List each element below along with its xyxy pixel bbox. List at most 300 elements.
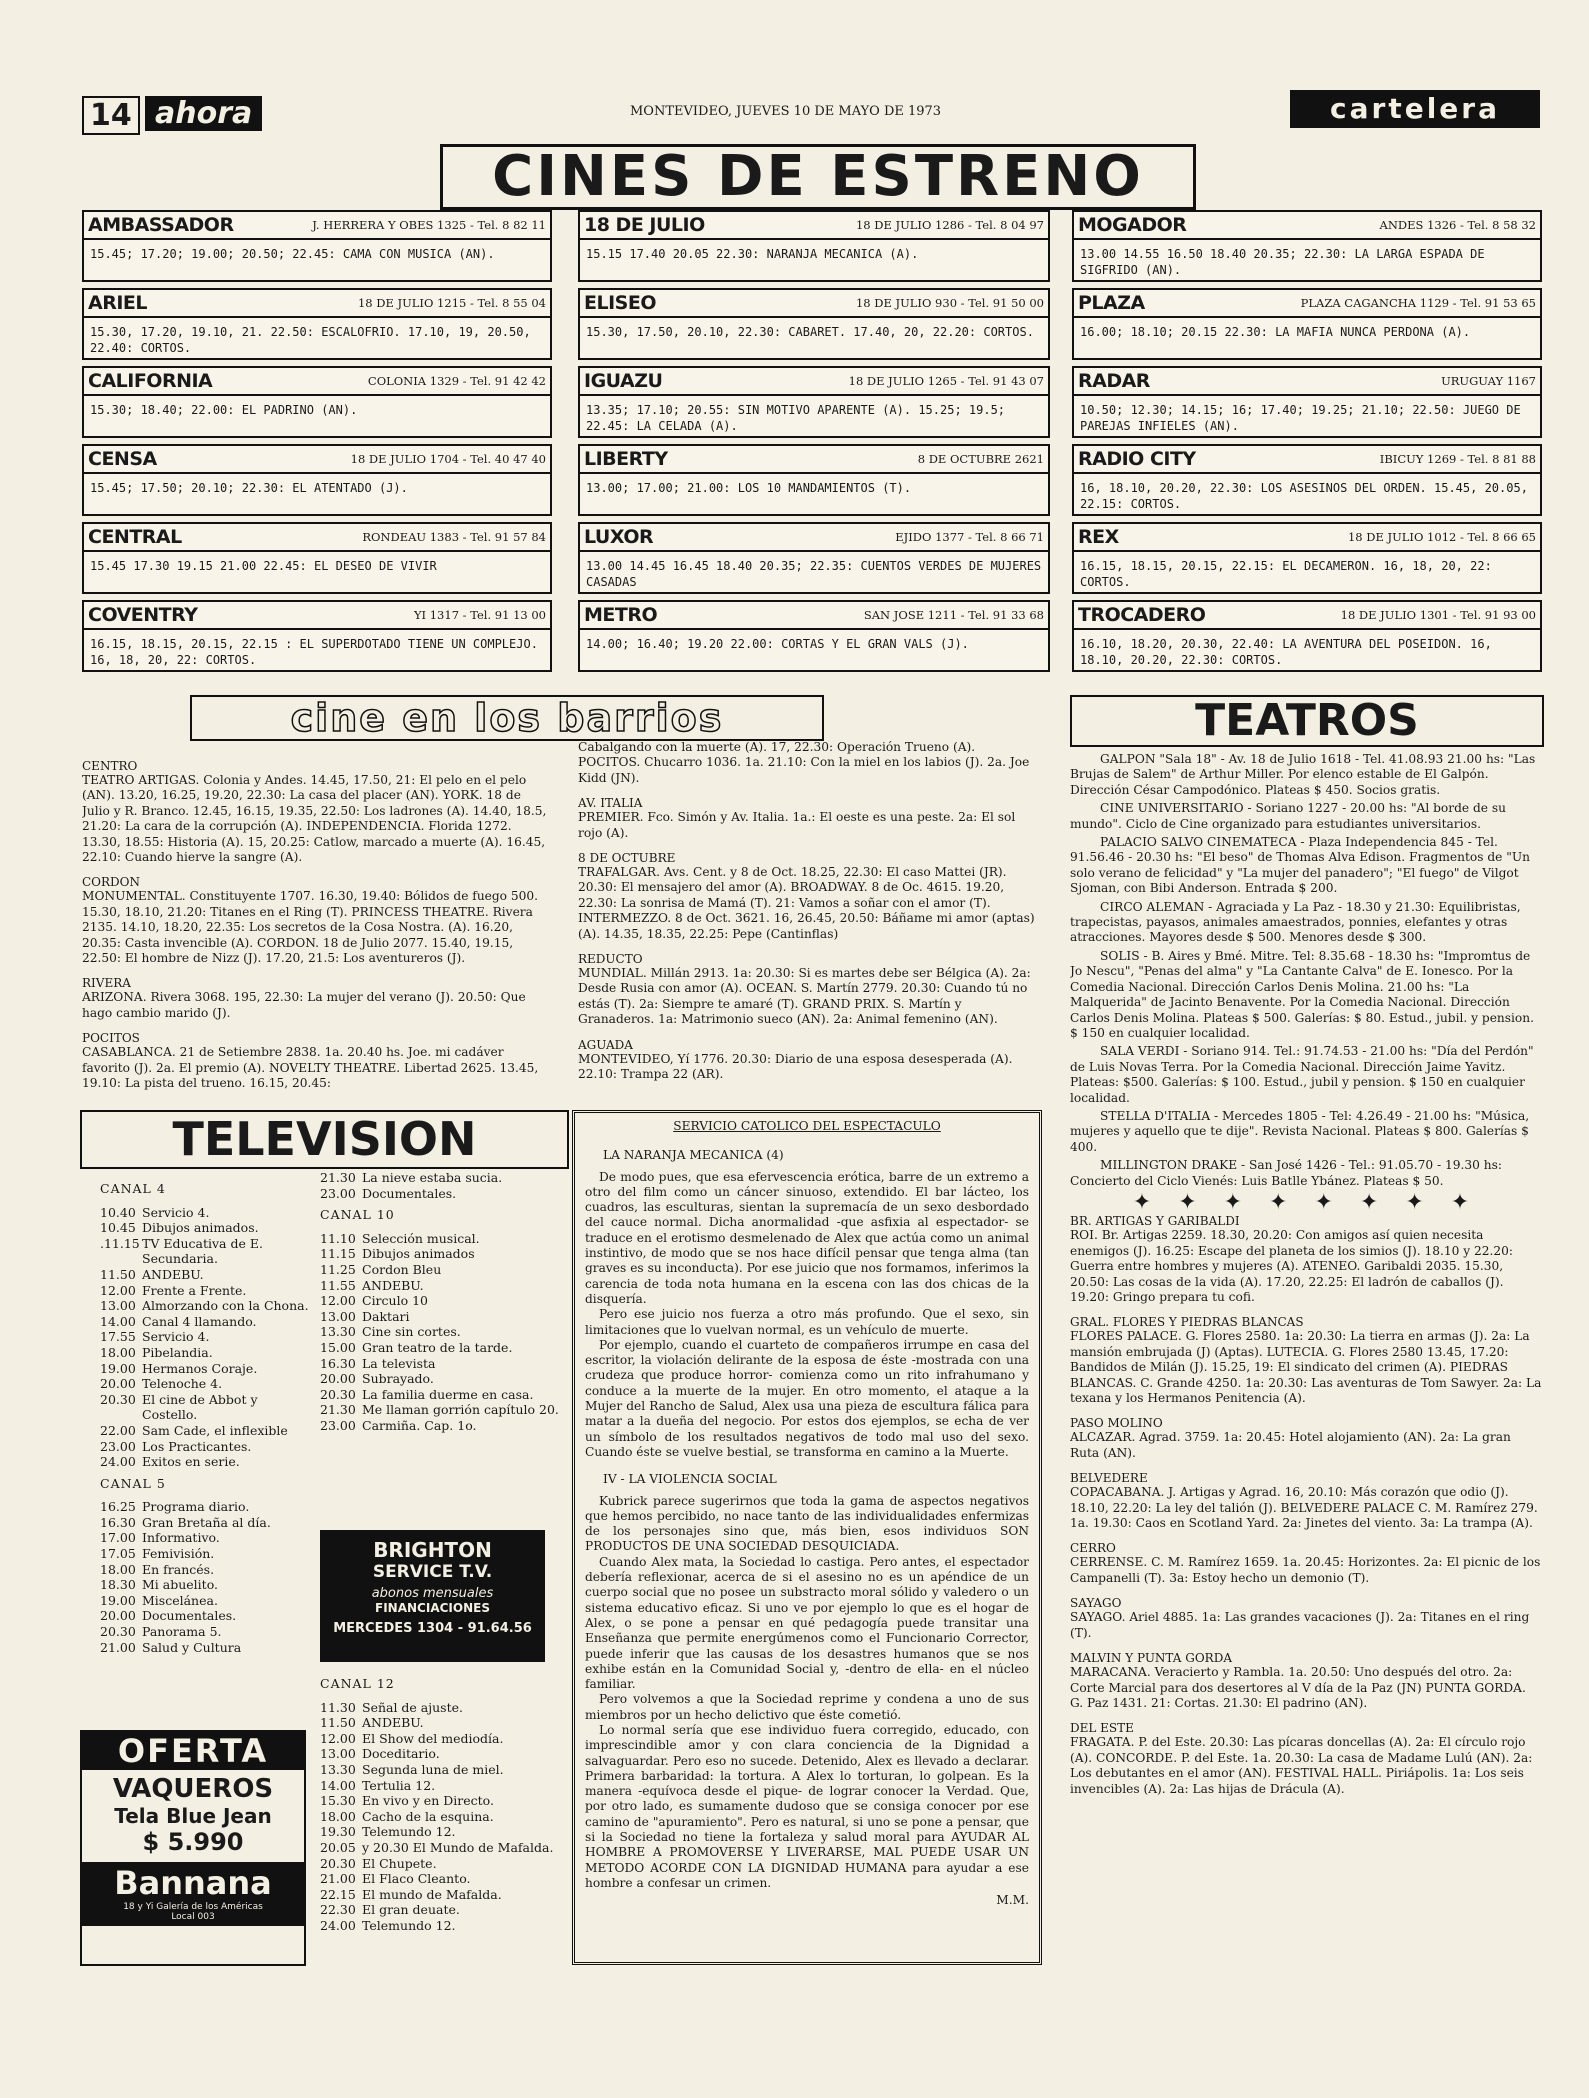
cinema-showtimes: 15.30, 17.50, 20.10, 22.30: CABARET. 17.40, 20, 22.20: CORTOS. xyxy=(586,325,1034,339)
tv-program-title: Hermanos Coraje. xyxy=(142,1360,258,1376)
cinema-box xyxy=(82,444,552,516)
stars-divider: ✦ ✦ ✦ ✦ ✦ ✦ ✦ ✦ xyxy=(1132,1189,1480,1215)
cinema-showtimes: 15.30; 18.40; 22.00: EL PADRINO (AN). xyxy=(90,403,358,417)
tv-program-row xyxy=(320,1186,565,1202)
teatro-listing: MILLINGTON DRAKE - San José 1426 - Tel.: 91.05.70 - 19.30 hs: Concierto del Ciclo Vienés: Luis Batlle Ybánez. Plateas $ 50. xyxy=(1070,1158,1503,1188)
tv-program-time: 12.00 xyxy=(100,1282,136,1298)
tv-channel-heading: CANAL 4 xyxy=(100,1181,166,1196)
cinema-showtimes: 13.00 14.55 16.50 18.40 20.35; 22.30: LA LARGA ESPADA DE SIGFRIDO (AN). xyxy=(1080,247,1485,277)
tv-program-title: Doceditario. xyxy=(362,1746,440,1762)
bannana-address: 18 y Yi Galería de los Américas xyxy=(123,1902,263,1912)
tv-program-time: 11.25 xyxy=(320,1261,356,1277)
tv-program-row xyxy=(100,1577,315,1593)
tv-program-time: 20.00 xyxy=(100,1376,136,1392)
tv-program-row xyxy=(320,1715,565,1731)
tv-program-row xyxy=(100,1376,315,1392)
television-title: TELEVISION xyxy=(80,1110,569,1169)
teatro-listing: STELLA D'ITALIA - Mercedes 1805 - Tel: 4.26.49 - 21.00 hs: "Música, mujeres y aquello que te dije". Revista Nacional. Plateas $ 800. Galerías $ 400. xyxy=(1070,1108,1530,1154)
tv-program-row xyxy=(320,1324,565,1340)
tv-program-title: Selección musical. xyxy=(362,1230,480,1246)
tv-program-row xyxy=(320,1824,565,1840)
cinema-name: CALIFORNIA xyxy=(88,370,213,392)
tv-program-title: Servicio 4. xyxy=(142,1329,210,1345)
oferta-banner: OFERTA xyxy=(82,1732,304,1770)
tv-program-row xyxy=(100,1593,315,1609)
cinema-header xyxy=(84,290,550,318)
cinema-box xyxy=(82,288,552,360)
tv-program-time: 22.30 xyxy=(320,1902,356,1918)
tv-program-title: Documentales. xyxy=(142,1608,237,1624)
tv-program-row xyxy=(100,1439,315,1455)
barrio-listing: FLORES PALACE. G. Flores 2580. 1a: 20.30: La tierra en armas (J). 2a: La mansión embrujada (J) (Aptas). LUTECIA. G. Flores 2580 13.45, 17.20: Bandidos de Milán (J). 15.25, 19: El sindicato del crimen (A). PIEDRAS BLANCAS. C. Grande 4250. 1a: 20.30: Las aventuras de Tom Sawyer. 2a: La texana y los Hermanos Penitencia (A). xyxy=(1070,1329,1542,1406)
barrios-column-3 xyxy=(1070,1214,1542,1797)
tv-program-time: 13.00 xyxy=(100,1298,136,1314)
catolico-paragraph: Pero volvemos a que la Sociedad reprime y condena a uno de sus miembros por un hecho delictivo que éste cometió. xyxy=(585,1692,1029,1722)
dateline: MONTEVIDEO, JUEVES 10 DE MAYO DE 1973 xyxy=(630,104,942,119)
tv-program-title: Telemundo 12. xyxy=(362,1917,456,1933)
tv-program-title: Documentales. xyxy=(362,1185,457,1201)
tv-program-row xyxy=(100,1530,315,1546)
newspaper-logo: ahora xyxy=(145,96,262,131)
catolico-paragraph: Pero ese juicio nos fuerza a otro más profundo. Que el sexo, sin limitaciones que lo vuelvan normal, es un vehículo de muerte. xyxy=(585,1307,1029,1337)
tv-program-time: 20.05 xyxy=(320,1839,356,1855)
tv-program-time: 11.15 xyxy=(320,1246,356,1262)
tv-schedule-right-top xyxy=(320,1170,565,1510)
tv-program-title: Servicio 4. xyxy=(142,1204,210,1220)
tv-program-row xyxy=(100,1608,315,1624)
cinema-header xyxy=(580,290,1048,318)
tv-program-time: .11.15 xyxy=(100,1235,140,1251)
cinema-box xyxy=(1072,600,1542,672)
barrio-zone: 8 DE OCTUBRE xyxy=(578,851,676,866)
cinema-box xyxy=(82,522,552,594)
cinema-header xyxy=(580,446,1048,474)
tv-program-row xyxy=(100,1499,315,1515)
tv-program-row xyxy=(320,1387,565,1403)
tv-program-row xyxy=(100,1267,315,1283)
cinema-address: IBICUY 1269 - Tel. 8 81 88 xyxy=(1379,452,1536,466)
barrios-column-1 xyxy=(82,755,547,1100)
cinema-box xyxy=(82,600,552,672)
tv-program-title: Sam Cade, el inflexible xyxy=(142,1422,288,1438)
tv-program-title: y 20.30 El Mundo de Mafalda. xyxy=(362,1839,554,1855)
cinema-name: COVENTRY xyxy=(88,604,198,626)
cinema-box xyxy=(1072,288,1542,360)
tv-program-title: Mi abuelito. xyxy=(142,1577,218,1593)
barrio-zone: REDUCTO xyxy=(578,952,643,967)
tv-program-row xyxy=(100,1314,315,1330)
cinema-name: PLAZA xyxy=(1078,292,1145,314)
oferta-price: $ 5.990 xyxy=(142,1828,244,1856)
catolico-title: SERVICIO CATOLICO DEL ESPECTACULO xyxy=(673,1119,941,1133)
tv-program-title: Me llaman gorrión capítulo 20. xyxy=(362,1402,559,1418)
barrio-zone: BR. ARTIGAS Y GARIBALDI xyxy=(1070,1214,1240,1229)
barrio-zone: BELVEDERE xyxy=(1070,1471,1148,1486)
bannana-block xyxy=(82,1862,304,1926)
tv-program-time: 24.00 xyxy=(100,1454,136,1470)
cinema-header xyxy=(580,524,1048,552)
tv-program-time: 23.00 xyxy=(320,1185,356,1201)
tv-channel-heading: CANAL 5 xyxy=(100,1475,166,1491)
tv-program-time: 22.15 xyxy=(320,1886,356,1902)
tv-program-time: 12.00 xyxy=(320,1730,356,1746)
cinema-header xyxy=(1074,212,1540,240)
tv-program-row xyxy=(100,1361,315,1377)
tv-program-title: Dibujos animados xyxy=(362,1246,475,1262)
cinema-showtimes: 16.15, 18.15, 20.15, 22.15: EL DECAMERON. 16, 18, 20, 22: CORTOS. xyxy=(1080,559,1492,589)
tv-program-time: 16.30 xyxy=(100,1514,136,1530)
tv-program-time: 19.00 xyxy=(100,1360,136,1376)
cinema-showtimes: 16, 18.10, 20.20, 22.30: LOS ASESINOS DEL ORDEN. 15.45, 20.05, 22.15: CORTOS. xyxy=(1080,481,1528,511)
barrio-zone: RIVERA xyxy=(82,976,131,991)
teatro-listing: SOLIS - B. Aires y Bmé. Mitre. Tel: 8.35.68 - 18.30 hs: "Impromtus de Jo Nescu", "Penas del alma" y "La Cantante Calva" de E. Ionesco. Por la Comedia Nacional. Dirección Carlos Denis Molina. 21.00 hs: "La Malquerida" de Jacinto Benavente. Por la Comedia Nacional. Dirección Carlos Denis Molina. Plateas $ 500. Galerías: $ 80. Estud., jubil. y pension. $ 150 en cualquier localidad. xyxy=(1070,948,1534,1040)
tv-program-time: 17.55 xyxy=(100,1329,136,1345)
tv-program-title: El gran deuate. xyxy=(362,1902,460,1918)
section-banner: cartelera xyxy=(1290,90,1540,128)
teatros-title: TEATROS xyxy=(1070,695,1544,747)
tv-program-row xyxy=(100,1454,315,1470)
tv-program-time: 10.40 xyxy=(100,1204,136,1220)
tv-program-time: 16.25 xyxy=(100,1499,136,1515)
cinema-header xyxy=(580,368,1048,396)
barrio-listing: ARIZONA. Rivera 3068. 195, 22.30: La mujer del verano (J). 20.50: Que hago cambio marido (J). xyxy=(82,990,526,1020)
tv-program-time: 11.55 xyxy=(320,1277,356,1293)
oferta-tela: Tela Blue Jean xyxy=(114,1804,272,1828)
cinema-address: 18 DE JULIO 1265 - Tel. 91 43 07 xyxy=(848,374,1044,388)
barrio-zone: AV. ITALIA xyxy=(578,796,643,811)
cinema-showtimes: 15.15 17.40 20.05 22.30: NARANJA MECANICA (A). xyxy=(586,247,919,261)
tv-program-time: 21.30 xyxy=(320,1170,356,1185)
tv-program-title: Señal de ajuste. xyxy=(362,1699,463,1715)
brighton-financiaciones: FINANCIACIONES xyxy=(375,1601,490,1615)
tv-program-title: Canal 4 llamando. xyxy=(142,1313,257,1329)
catolico-part-1 xyxy=(585,1170,1029,1461)
tv-program-row xyxy=(320,1262,565,1278)
tv-program-time: 13.30 xyxy=(320,1324,356,1340)
tv-program-title: Telemundo 12. xyxy=(362,1824,456,1840)
tv-program-title: La televista xyxy=(362,1355,436,1371)
tv-program-time: 14.00 xyxy=(100,1313,136,1329)
tv-schedule-left xyxy=(100,1175,315,1720)
tv-program-row xyxy=(320,1871,565,1887)
tv-program-time: 24.00 xyxy=(320,1917,356,1933)
tv-program-time: 19.30 xyxy=(320,1824,356,1840)
cinema-box xyxy=(82,366,552,438)
tv-program-time: 11.30 xyxy=(320,1699,356,1715)
tv-program-title: Pibelandia. xyxy=(142,1344,213,1360)
tv-program-row xyxy=(320,1231,565,1247)
tv-program-row xyxy=(320,1840,565,1856)
tv-program-title: Femivisión. xyxy=(142,1546,215,1562)
barrio-listing: FRAGATA. P. del Este. 20.30: Las pícaras doncellas (A). 2a: El círculo rojo (A). CONCORDE. P. del Este. 1a. 20.30: La casa de Madame Lulú (AN). 2a: Los debutantes en el amor (AN). FESTIVAL HALL. Piriápolis. 1a: Los seis invencibles (A). 2a: Las hijas de Drácula (A). xyxy=(1070,1735,1533,1796)
cinema-name: ELISEO xyxy=(584,292,656,314)
tv-program-row xyxy=(100,1298,315,1314)
cinema-name: MOGADOR xyxy=(1078,214,1187,236)
tv-program-row xyxy=(320,1762,565,1778)
barrio-listing: TRAFALGAR. Avs. Cent. y 8 de Oct. 18.25, 22.30: El caso Mattei (JR). 20.30: El mensajero del amor (A). BROADWAY. 8 de Oc. 4615. 19.20, 22.30: La sonrisa de Mamá (T). 21: Vamos a soñar con el amor (T). INTERMEZZO. 8 de Oct. 3621. 16, 26.45, 20.50: Báñame mi amor (aptas) (A). 14.35, 18.35, 22.25: Pepe (Cantinflas) xyxy=(578,865,1035,941)
catolico-subtitle: IV - LA VIOLENCIA SOCIAL xyxy=(603,1472,777,1487)
tv-program-row xyxy=(320,1170,565,1186)
cinema-box xyxy=(578,210,1050,282)
tv-program-time: 11.10 xyxy=(320,1230,356,1246)
catolico-box xyxy=(572,1110,1042,1965)
bannana-brand: Bannana xyxy=(114,1864,272,1902)
cinema-name: IGUAZU xyxy=(584,370,663,392)
tv-program-title: El Chupete. xyxy=(362,1855,437,1871)
cinema-address: 18 DE JULIO 1301 - Tel. 91 93 00 xyxy=(1340,608,1536,622)
tv-program-time: 22.00 xyxy=(100,1422,136,1438)
cinema-name: AMBASSADOR xyxy=(88,214,234,236)
tv-program-time: 13.30 xyxy=(320,1761,356,1777)
catolico-paragraph: De modo pues, que esa efervescencia erótica, barre de un extremo a otro del film como un cáncer sinuoso, extendido. El bar lácteo, los cuadros, las esculturas, sientan la supremacía de un sexo desbordado del cauce normal. Dicha anormalidad -que asfixia al espectador- se traduce en el erotismo desmelenado de Alex que actúa como un animal instintivo, de modo que se nos hace difícil pensar que tenga alma (tan graves es su inconducta). Por ese juicio que nos formamos, inferimos la carencia de toda nota humana en la escena con las dos chicas de la disquería. xyxy=(585,1169,1029,1306)
barrio-zone: POCITOS xyxy=(82,1031,140,1046)
tv-program-time: 17.00 xyxy=(100,1530,136,1546)
barrio-listing: MARACANA. Veracierto y Rambla. 1a. 20.50: Uno después del otro. 2a: Corte Marcial para dos desertores al V día de la Paz (JN) PUNTA GORDA. G. Paz 1431. 21: Cortas. 21.30: El padrino (AN). xyxy=(1070,1665,1526,1710)
cinema-header xyxy=(1074,446,1540,474)
barrio-zone: PASO MOLINO xyxy=(1070,1416,1163,1431)
tv-program-time: 17.05 xyxy=(100,1546,136,1562)
barrio-zone: GRAL. FLORES Y PIEDRAS BLANCAS xyxy=(1070,1315,1304,1330)
cinema-box xyxy=(578,288,1050,360)
tv-program-time: 15.00 xyxy=(320,1339,356,1355)
barrio-zone: CERRO xyxy=(1070,1541,1116,1556)
tv-program-row xyxy=(320,1856,565,1872)
cinema-name: REX xyxy=(1078,526,1119,548)
tv-program-row xyxy=(320,1371,565,1387)
tv-program-title: Salud y Cultura xyxy=(142,1639,242,1655)
tv-program-title: Gran Bretaña al día. xyxy=(142,1514,271,1530)
tv-program-title: TV Educativa de E. Secundaria. xyxy=(142,1235,263,1267)
cinema-name: RADAR xyxy=(1078,370,1150,392)
cinema-showtimes: 13.00; 17.00; 21.00: LOS 10 MANDAMIENTOS (T). xyxy=(586,481,912,495)
cinema-address: J. HERRERA Y OBES 1325 - Tel. 8 82 11 xyxy=(312,218,546,232)
cinema-address: URUGUAY 1167 xyxy=(1441,374,1536,388)
catolico-paragraph: Cuando Alex mata, la Sociedad lo castiga. Pero antes, el espectador debería reflexionar, acerca de si el asesino no es un apéndice de un cuerpo social que no posee un substracto moral sólido y valedero o un sistema educativo eficaz. Si uno ve por ejemplo lo que es el hogar de Alex, o se pone a pensar en qué pedagogía puede transitar una Enseñanza que permite energúmenos como el Funcionario Corrector, puede inferir que las causas de los desastres humanos que se nos exhibe están en la Comunidad Social y, -dentro de ella- en el núcleo familiar. xyxy=(585,1554,1029,1692)
tv-program-row xyxy=(320,1309,565,1325)
tv-schedule-canal12 xyxy=(320,1670,565,1970)
tv-program-row xyxy=(320,1700,565,1716)
tv-program-row xyxy=(100,1423,315,1439)
tv-program-title: Almorzando con la Chona. xyxy=(142,1298,309,1314)
catolico-part-2 xyxy=(585,1494,1029,1892)
cinema-address: EJIDO 1377 - Tel. 8 66 71 xyxy=(895,530,1044,544)
barrio-listing: CASABLANCA. 21 de Setiembre 2838. 1a. 20.40 hs. Joe. mi cadáver favorito (J). 2a. El premio (A). NOVELTY THEATRE. Libertad 2625. 13.45, 19.10: La pista del trueno. 16.15, 20.45: xyxy=(82,1045,539,1091)
tv-program-title: Dibujos animados. xyxy=(142,1220,259,1236)
tv-program-time: 18.00 xyxy=(320,1808,356,1824)
barrio-zone: CORDON xyxy=(82,875,141,890)
oferta-vaqueros: VAQUEROS xyxy=(112,1774,274,1804)
cinema-address: 18 DE JULIO 930 - Tel. 91 50 00 xyxy=(855,296,1044,310)
tv-program-row xyxy=(100,1392,315,1423)
tv-channel-heading: CANAL 12 xyxy=(320,1676,395,1691)
catolico-paragraph: Por ejemplo, cuando el cuarteto de compañeros irrumpe en casa del escritor, la violación delirante de la esposa de éste -mostrada con una crudeza que produce horror- comienza como un rito infrahumano y conduce a la muerte de la mujer. En otro momento, el ataque a la Mujer del Rancho de Salud, Alex usa una pieza de escultura fálica para matar a la dueña del negocio. Por estos dos ejemplos, se echa de ver un símbolo de los resultados negativos de todo mal uso del sexo. Cuando éste se vuelve bestial, se transforma en camino a la Muerte. xyxy=(585,1337,1029,1459)
tv-program-time: 21.00 xyxy=(100,1639,136,1655)
cinema-showtimes: 10.50; 12.30; 14.15; 16; 17.40; 19.25; 21.10; 22.50: JUEGO DE PAREJAS INFIELES (AN). xyxy=(1080,403,1521,433)
tv-program-time: 13.00 xyxy=(320,1308,356,1324)
cinema-box xyxy=(1072,522,1542,594)
barrio-zone: MALVIN Y PUNTA GORDA xyxy=(1070,1651,1233,1666)
catolico-film: LA NARANJA MECANICA (4) xyxy=(603,1148,784,1163)
cinema-showtimes: 16.10, 18.20, 20.30, 22.40: LA AVENTURA DEL POSEIDON. 16, 18.10, 20.20, 22.30: CORTOS. xyxy=(1080,637,1492,667)
tv-program-row xyxy=(100,1515,315,1531)
tv-program-title: Telenoche 4. xyxy=(142,1376,223,1392)
tv-program-title: Cordon Bleu xyxy=(362,1261,442,1277)
cinema-header xyxy=(84,446,550,474)
barrio-listing: Cabalgando con la muerte (A). 17, 22.30: Operación Trueno (A). POCITOS. Chucarro 1036. 1a. 21.10: Con la miel en los labios (J). 2a. Joe Kidd (JN). xyxy=(578,740,1030,785)
tv-program-row xyxy=(320,1278,565,1294)
tv-channel-heading: CANAL 10 xyxy=(320,1207,395,1223)
tv-program-title: Subrayado. xyxy=(362,1371,434,1387)
tv-program-title: Circulo 10 xyxy=(362,1293,428,1309)
cinema-name: RADIO CITY xyxy=(1078,448,1196,470)
page-number: 14 xyxy=(82,96,140,135)
tv-program-row xyxy=(100,1205,315,1221)
barrio-listing: MONTEVIDEO, Yí 1776. 20.30: Diario de una esposa desesperada (A). 22.10: Trampa 22 (AR). xyxy=(578,1051,1013,1082)
cinema-box xyxy=(82,210,552,282)
tv-program-time: 11.50 xyxy=(320,1715,356,1731)
cinema-address: YI 1317 - Tel. 91 13 00 xyxy=(413,608,546,622)
cinema-header xyxy=(1074,524,1540,552)
tv-program-row xyxy=(320,1918,565,1934)
tv-program-time: 16.30 xyxy=(320,1355,356,1371)
brighton-abonos: abonos mensuales xyxy=(371,1586,494,1601)
tv-program-time: 10.45 xyxy=(100,1220,136,1236)
cinema-address: PLAZA CAGANCHA 1129 - Tel. 91 53 65 xyxy=(1300,296,1536,310)
cinema-name: CENTRAL xyxy=(88,526,182,548)
catolico-paragraph: Kubrick parece sugerirnos que toda la gama de aspectos negativos que hemos percibido, no nace tanto de las individualidades enfermizas de los personajes sino que, más bien, esos individuos SON PRODUCTOS DE UNA SOCIEDAD DESQUICIADA. xyxy=(585,1493,1029,1554)
tv-program-time: 15.30 xyxy=(320,1793,356,1809)
tv-program-time: 20.30 xyxy=(320,1386,356,1402)
tv-program-time: 20.00 xyxy=(320,1371,356,1387)
tv-program-row xyxy=(100,1546,315,1562)
tv-program-row xyxy=(320,1731,565,1747)
cinema-header xyxy=(84,212,550,240)
tv-program-time: 21.30 xyxy=(320,1402,356,1418)
tv-program-row xyxy=(100,1562,315,1578)
cinema-name: METRO xyxy=(584,604,658,626)
brighton-service: SERVICE T.V. xyxy=(372,1562,493,1582)
tv-program-title: Miscelánea. xyxy=(142,1592,218,1608)
tv-program-time: 20.00 xyxy=(100,1608,136,1624)
cinema-address: RONDEAU 1383 - Tel. 91 57 84 xyxy=(362,530,546,544)
teatro-listing: CIRCO ALEMAN - Agraciada y La Paz - 18.30 y 21.30: Equilibristas, trapecistas, payasos, animales amaestrados, ponnies, elefantes y otras atracciones. Mayores desde $ 500. Menores desde $ 300. xyxy=(1070,899,1521,945)
estrenos-title: CINES DE ESTRENO xyxy=(440,144,1196,210)
teatro-listing: SALA VERDI - Soriano 914. Tel.: 91.74.53 - 21.00 hs: "Día del Perdón" de Luis Novas Terra. Por la Comedia Nacional. Dirección Jaime Yavitz. Plateas: $500. Galerías: $ 100. Estud., jubil y pension. $ 150 en cualquier localidad. xyxy=(1070,1044,1534,1105)
tv-program-row xyxy=(100,1640,315,1656)
cinema-header xyxy=(1074,602,1540,630)
barrio-listing: PREMIER. Fco. Simón y Av. Italia. 1a.: El oeste es una peste. 2a: El sol rojo (A). xyxy=(578,810,1016,840)
bannana-local: Local 003 xyxy=(171,1912,215,1922)
barrio-listing: ALCAZAR. Agrad. 3759. 1a: 20.45: Hotel alojamiento (AN). 2a: La gran Ruta (AN). xyxy=(1070,1430,1511,1460)
tv-program-title: ANDEBU. xyxy=(362,1715,424,1731)
barrio-listing: TEATRO ARTIGAS. Colonia y Andes. 14.45, 17.50, 21: El pelo en el pelo (AN). 13.20, 16.25, 19.20, 22.30: La casa del placer (AN). YORK. 18 de Julio y R. Branco. 12.45, 16.15, 19.35, 22.50: Los ladrones (A). 14.40, 18.5, 21.20: La cara de la corrupción (A). INDEPENDENCIA. Florida 1272. 13.30, 18.55: Historia (A). 15, 20.25: Catlow, marcado a muerte (A). 16.45, 22.10: Cuando hierve la sangre (A). xyxy=(82,773,547,865)
barrios-column-2 xyxy=(578,740,1040,1105)
tv-program-time: 14.00 xyxy=(320,1777,356,1793)
cinema-name: 18 DE JULIO xyxy=(584,214,705,236)
cinema-address: 18 DE JULIO 1215 - Tel. 8 55 04 xyxy=(357,296,546,310)
cinema-box xyxy=(578,522,1050,594)
cinema-header xyxy=(84,368,550,396)
cinema-address: SAN JOSE 1211 - Tel. 91 33 68 xyxy=(863,608,1044,622)
tv-program-title: El mundo de Mafalda. xyxy=(362,1886,502,1902)
cinema-header xyxy=(580,602,1048,630)
catolico-signature: M.M. xyxy=(996,1893,1029,1908)
cinema-name: CENSA xyxy=(88,448,157,470)
tv-program-time: 18.00 xyxy=(100,1344,136,1360)
tv-program-time: 13.00 xyxy=(320,1746,356,1762)
tv-program-title: Exitos en serie. xyxy=(142,1454,240,1470)
barrio-zone: DEL ESTE xyxy=(1070,1721,1134,1736)
barrio-listing: COPACABANA. J. Artigas y Agrad. 16, 20.10: Más corazón que odio (J). 18.10, 22.20: La ley del talión (J). BELVEDERE PALACE C. M. Ramírez 279. 1a. 19.30: Caos en Scotland Yard. 2a: Jinetes del viento. 3a: La trampa (A). xyxy=(1070,1485,1538,1531)
tv-program-title: Gran teatro de la tarde. xyxy=(362,1339,513,1355)
tv-program-time: 20.30 xyxy=(100,1391,136,1407)
cinema-showtimes: 16.15, 18.15, 20.15, 22.15 : EL SUPERDOTADO TIENE UN COMPLEJO. 16, 18, 20, 22: CORTOS. xyxy=(90,637,538,667)
barrios-title: cine en los barrios xyxy=(190,695,824,741)
cinema-address: COLONIA 1329 - Tel. 91 42 42 xyxy=(367,374,546,388)
tv-program-title: Cacho de la esquina. xyxy=(362,1808,494,1824)
cinema-box xyxy=(1072,210,1542,282)
cinema-address: 8 DE OCTUBRE 2621 xyxy=(917,452,1044,466)
brighton-name: BRIGHTON xyxy=(373,1538,492,1562)
catolico-paragraph: Lo normal sería que ese individuo fuera corregido, educado, con imprescindible amor y con clara conciencia de la Dignidad a salvaguardar. Pero eso no sucede. Detenido, Alex es llevado a declarar. Primera barbaridad: la tortura. A Alex lo torturan, lo golpean. Es la manera -equívoca desde el pique- de lograr conocer la Verdad. Que, por otro lado, es sumamente dudoso que se consiga conocer por ese camino de "apuramiento". Pero es natural, si uno se pone a pensar, que si la Sociedad no tiene la fortaleza y salud moral para AYUDAR AL HOMBRE A PROMOVERSE Y LIVERARSE, MAL PUEDE USAR UN METODO ACORDE CON LA DIGNIDAD HUMANA para ayudar a ese hombre a confesar un crimen. xyxy=(585,1722,1029,1890)
tv-program-row xyxy=(320,1809,565,1825)
cinema-showtimes: 15.45 17.30 19.15 21.00 22.45: EL DESEO DE VIVIR xyxy=(90,559,437,573)
cinema-address: 18 DE JULIO 1012 - Tel. 8 66 65 xyxy=(1347,530,1536,544)
tv-program-title: Programa diario. xyxy=(142,1499,250,1515)
tv-program-time: 23.00 xyxy=(100,1438,136,1454)
tv-program-title: ANDEBU. xyxy=(142,1266,204,1282)
cinema-header xyxy=(84,602,550,630)
tv-program-time: 18.30 xyxy=(100,1577,136,1593)
cinema-showtimes: 16.00; 18.10; 20.15 22.30: LA MAFIA NUNCA PERDONA (A). xyxy=(1080,325,1471,339)
tv-program-row xyxy=(320,1293,565,1309)
tv-program-title: Daktari xyxy=(362,1308,410,1324)
tv-program-title: Panorama 5. xyxy=(142,1624,222,1640)
tv-program-title: Tertulia 12. xyxy=(362,1777,436,1793)
barrio-listing: ROI. Br. Artigas 2259. 18.30, 20.20: Con amigos así quien necesita enemigos (J). 16.25: Escape del planeta de los simios (J). 18.10 y 22.20: Guerra entre hombres y mujeres (A). ATENEO. Garibaldi 2035. 15.30, 20.50: Las cosas de la vida (A). 17.20, 22.25: El ladrón de caballos (J). 19.20: Gringo prepara tu cofi. xyxy=(1070,1228,1513,1304)
cinema-showtimes: 15.45; 17.50; 20.10; 22.30: EL ATENTADO (J). xyxy=(90,481,408,495)
tv-program-time: 21.00 xyxy=(320,1871,356,1887)
barrio-listing: CERRENSE. C. M. Ramírez 1659. 1a. 20.45: Horizontes. 2a: El picnic de los Campanelli (T). 3a: Estoy hecho un demonio (T). xyxy=(1070,1555,1541,1585)
cinema-box xyxy=(578,600,1050,672)
tv-program-title: ANDEBU. xyxy=(362,1277,424,1293)
tv-program-title: El Show del mediodía. xyxy=(362,1730,504,1746)
tv-program-time: 18.00 xyxy=(100,1561,136,1577)
teatro-listing: GALPON "Sala 18" - Av. 18 de Julio 1618 - Tel. 41.08.93 21.00 hs: "Las Brujas de Salem" de Arthur Miller. Por elenco estable de El Galpón. Dirección César Campodónico. Plateas $ 450. Socios gratis. xyxy=(1070,752,1536,797)
tv-program-title: En vivo y en Directo. xyxy=(362,1793,494,1809)
tv-program-time: 20.30 xyxy=(320,1855,356,1871)
cinema-box xyxy=(578,366,1050,438)
tv-program-title: En francés. xyxy=(142,1561,215,1577)
cinema-name: LUXOR xyxy=(584,526,654,548)
tv-program-time: 20.30 xyxy=(100,1624,136,1640)
tv-program-row xyxy=(320,1887,565,1903)
cinema-box xyxy=(578,444,1050,516)
tv-program-title: La familia duerme en casa. xyxy=(362,1386,534,1402)
cinema-name: TROCADERO xyxy=(1078,604,1206,626)
tv-program-row xyxy=(320,1418,565,1434)
barrio-listing: MONUMENTAL. Constituyente 1707. 16.30, 19.40: Bólidos de fuego 500. 15.30, 18.10, 21.20: Titanes en el Ring (T). PRINCESS THEATRE. Rivera 2135. 14.10, 18.20, 22.35: Los secretos de la Cosa Nostra. (A). 16.20, 20.35: Casta invencible (A). CORDON. 18 de Julio 2077. 15.40, 19.15, 22.50: El hombre de Nizz (J). 17.20, 21.5: Los aventureros (J). xyxy=(82,889,539,966)
tv-program-time: 19.00 xyxy=(100,1592,136,1608)
cinema-showtimes: 13.35; 17.10; 20.55: SIN MOTIVO APARENTE (A). 15.25; 19.5; 22.45: LA CELADA (A). xyxy=(586,403,1006,433)
tv-program-title: Carmiña. Cap. 1o. xyxy=(362,1417,477,1433)
cinema-box xyxy=(1072,366,1542,438)
tv-program-time: 23.00 xyxy=(320,1417,356,1433)
cinema-header xyxy=(1074,368,1540,396)
tv-program-row xyxy=(320,1746,565,1762)
tv-program-title: El Flaco Cleanto. xyxy=(362,1871,471,1887)
cinema-address: ANDES 1326 - Tel. 8 58 32 xyxy=(1379,218,1536,232)
